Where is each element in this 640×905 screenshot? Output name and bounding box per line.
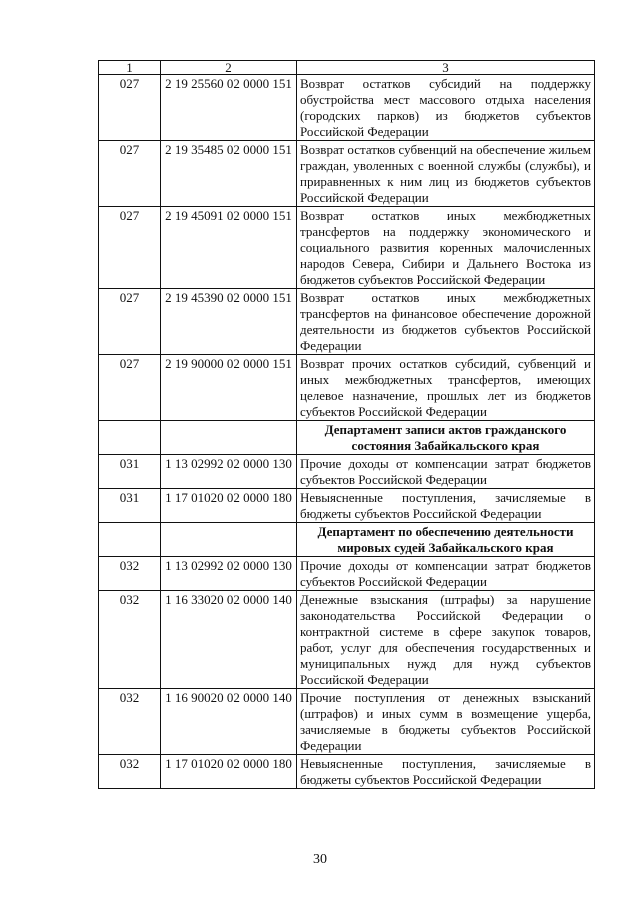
column-header-3: 3 [297, 61, 595, 75]
table-row [99, 289, 595, 355]
admin-code-cell: 027 [99, 355, 161, 421]
income-description-cell: Возврат остатков субвенций на обеспечение жильем граждан, уволенных с военной службы (службы), и приравненных к ним лиц из бюджетов субъектов Российской Федерации [297, 141, 595, 207]
budget-classification-code-cell: 2 19 90000 02 0000 151 [161, 355, 297, 421]
empty-cell [161, 523, 297, 557]
budget-classification-code-cell: 1 16 33020 02 0000 140 [161, 591, 297, 689]
table-row [99, 75, 595, 141]
budget-classification-code-cell: 1 17 01020 02 0000 180 [161, 755, 297, 789]
table-row [99, 207, 595, 289]
admin-code-cell: 032 [99, 755, 161, 789]
budget-classification-code-cell: 1 17 01020 02 0000 180 [161, 489, 297, 523]
admin-code-cell: 027 [99, 289, 161, 355]
table-row [99, 141, 595, 207]
admin-code-cell: 032 [99, 689, 161, 755]
income-description-cell: Возврат остатков иных межбюджетных трансфертов на финансовое обеспечение дорожной деятельности из бюджетов субъектов Российской Федерации [297, 289, 595, 355]
budget-classification-code-cell: 1 13 02992 02 0000 130 [161, 455, 297, 489]
budget-codes-table [98, 60, 595, 789]
admin-code-cell: 031 [99, 489, 161, 523]
section-header-row [99, 523, 595, 557]
income-description-cell: Возврат прочих остатков субсидий, субвенций и иных межбюджетных трансфертов, имеющих целевое назначение, прошлых лет из бюджетов субъектов Российской Федерации [297, 355, 595, 421]
budget-classification-code-cell: 2 19 45091 02 0000 151 [161, 207, 297, 289]
budget-classification-code-cell: 1 13 02992 02 0000 130 [161, 557, 297, 591]
admin-code-cell: 027 [99, 141, 161, 207]
department-section-title: Департамент записи актов гражданского состояния Забайкальского края [297, 421, 595, 455]
budget-classification-code-cell: 1 16 90020 02 0000 140 [161, 689, 297, 755]
income-description-cell: Невыясненные поступления, зачисляемые в бюджеты субъектов Российской Федерации [297, 755, 595, 789]
admin-code-cell: 027 [99, 75, 161, 141]
table-row [99, 755, 595, 789]
income-description-cell: Прочие доходы от компенсации затрат бюджетов субъектов Российской Федерации [297, 557, 595, 591]
column-header-2: 2 [161, 61, 297, 75]
income-description-cell: Возврат остатков субсидий на поддержку обустройства мест массового отдыха населения (городских парков) из бюджетов субъектов Российской Федерации [297, 75, 595, 141]
admin-code-cell: 032 [99, 591, 161, 689]
table-row [99, 689, 595, 755]
table-row [99, 355, 595, 421]
empty-cell [161, 421, 297, 455]
table-row [99, 591, 595, 689]
budget-classification-code-cell: 2 19 45390 02 0000 151 [161, 289, 297, 355]
table-row [99, 489, 595, 523]
income-description-cell: Прочие доходы от компенсации затрат бюджетов субъектов Российской Федерации [297, 455, 595, 489]
budget-classification-code-cell: 2 19 35485 02 0000 151 [161, 141, 297, 207]
empty-cell [99, 421, 161, 455]
income-description-cell: Прочие поступления от денежных взысканий (штрафов) и иных сумм в возмещение ущерба, зачисляемые в бюджеты субъектов Российской Федерации [297, 689, 595, 755]
column-header-1: 1 [99, 61, 161, 75]
department-section-title: Департамент по обеспечению деятельности мировых судей Забайкальского края [297, 523, 595, 557]
budget-classification-code-cell: 2 19 25560 02 0000 151 [161, 75, 297, 141]
admin-code-cell: 027 [99, 207, 161, 289]
table-row [99, 557, 595, 591]
empty-cell [99, 523, 161, 557]
page-number: 30 [313, 852, 327, 867]
table-body [99, 61, 595, 789]
income-description-cell: Денежные взыскания (штрафы) за нарушение законодательства Российской Федерации о контрактной системе в сфере закупок товаров, работ, услуг для обеспечения государственных и муниципальных нужд для нужд субъектов Российской Федерации [297, 591, 595, 689]
admin-code-cell: 031 [99, 455, 161, 489]
income-description-cell: Возврат остатков иных межбюджетных трансфертов на поддержку экономического и социального развития коренных малочисленных народов Севера, Сибири и Дальнего Востока из бюджетов субъектов Российской Федерации [297, 207, 595, 289]
income-description-cell: Невыясненные поступления, зачисляемые в бюджеты субъектов Российской Федерации [297, 489, 595, 523]
table-header-row [99, 61, 595, 75]
section-header-row [99, 421, 595, 455]
table-row [99, 455, 595, 489]
admin-code-cell: 032 [99, 557, 161, 591]
